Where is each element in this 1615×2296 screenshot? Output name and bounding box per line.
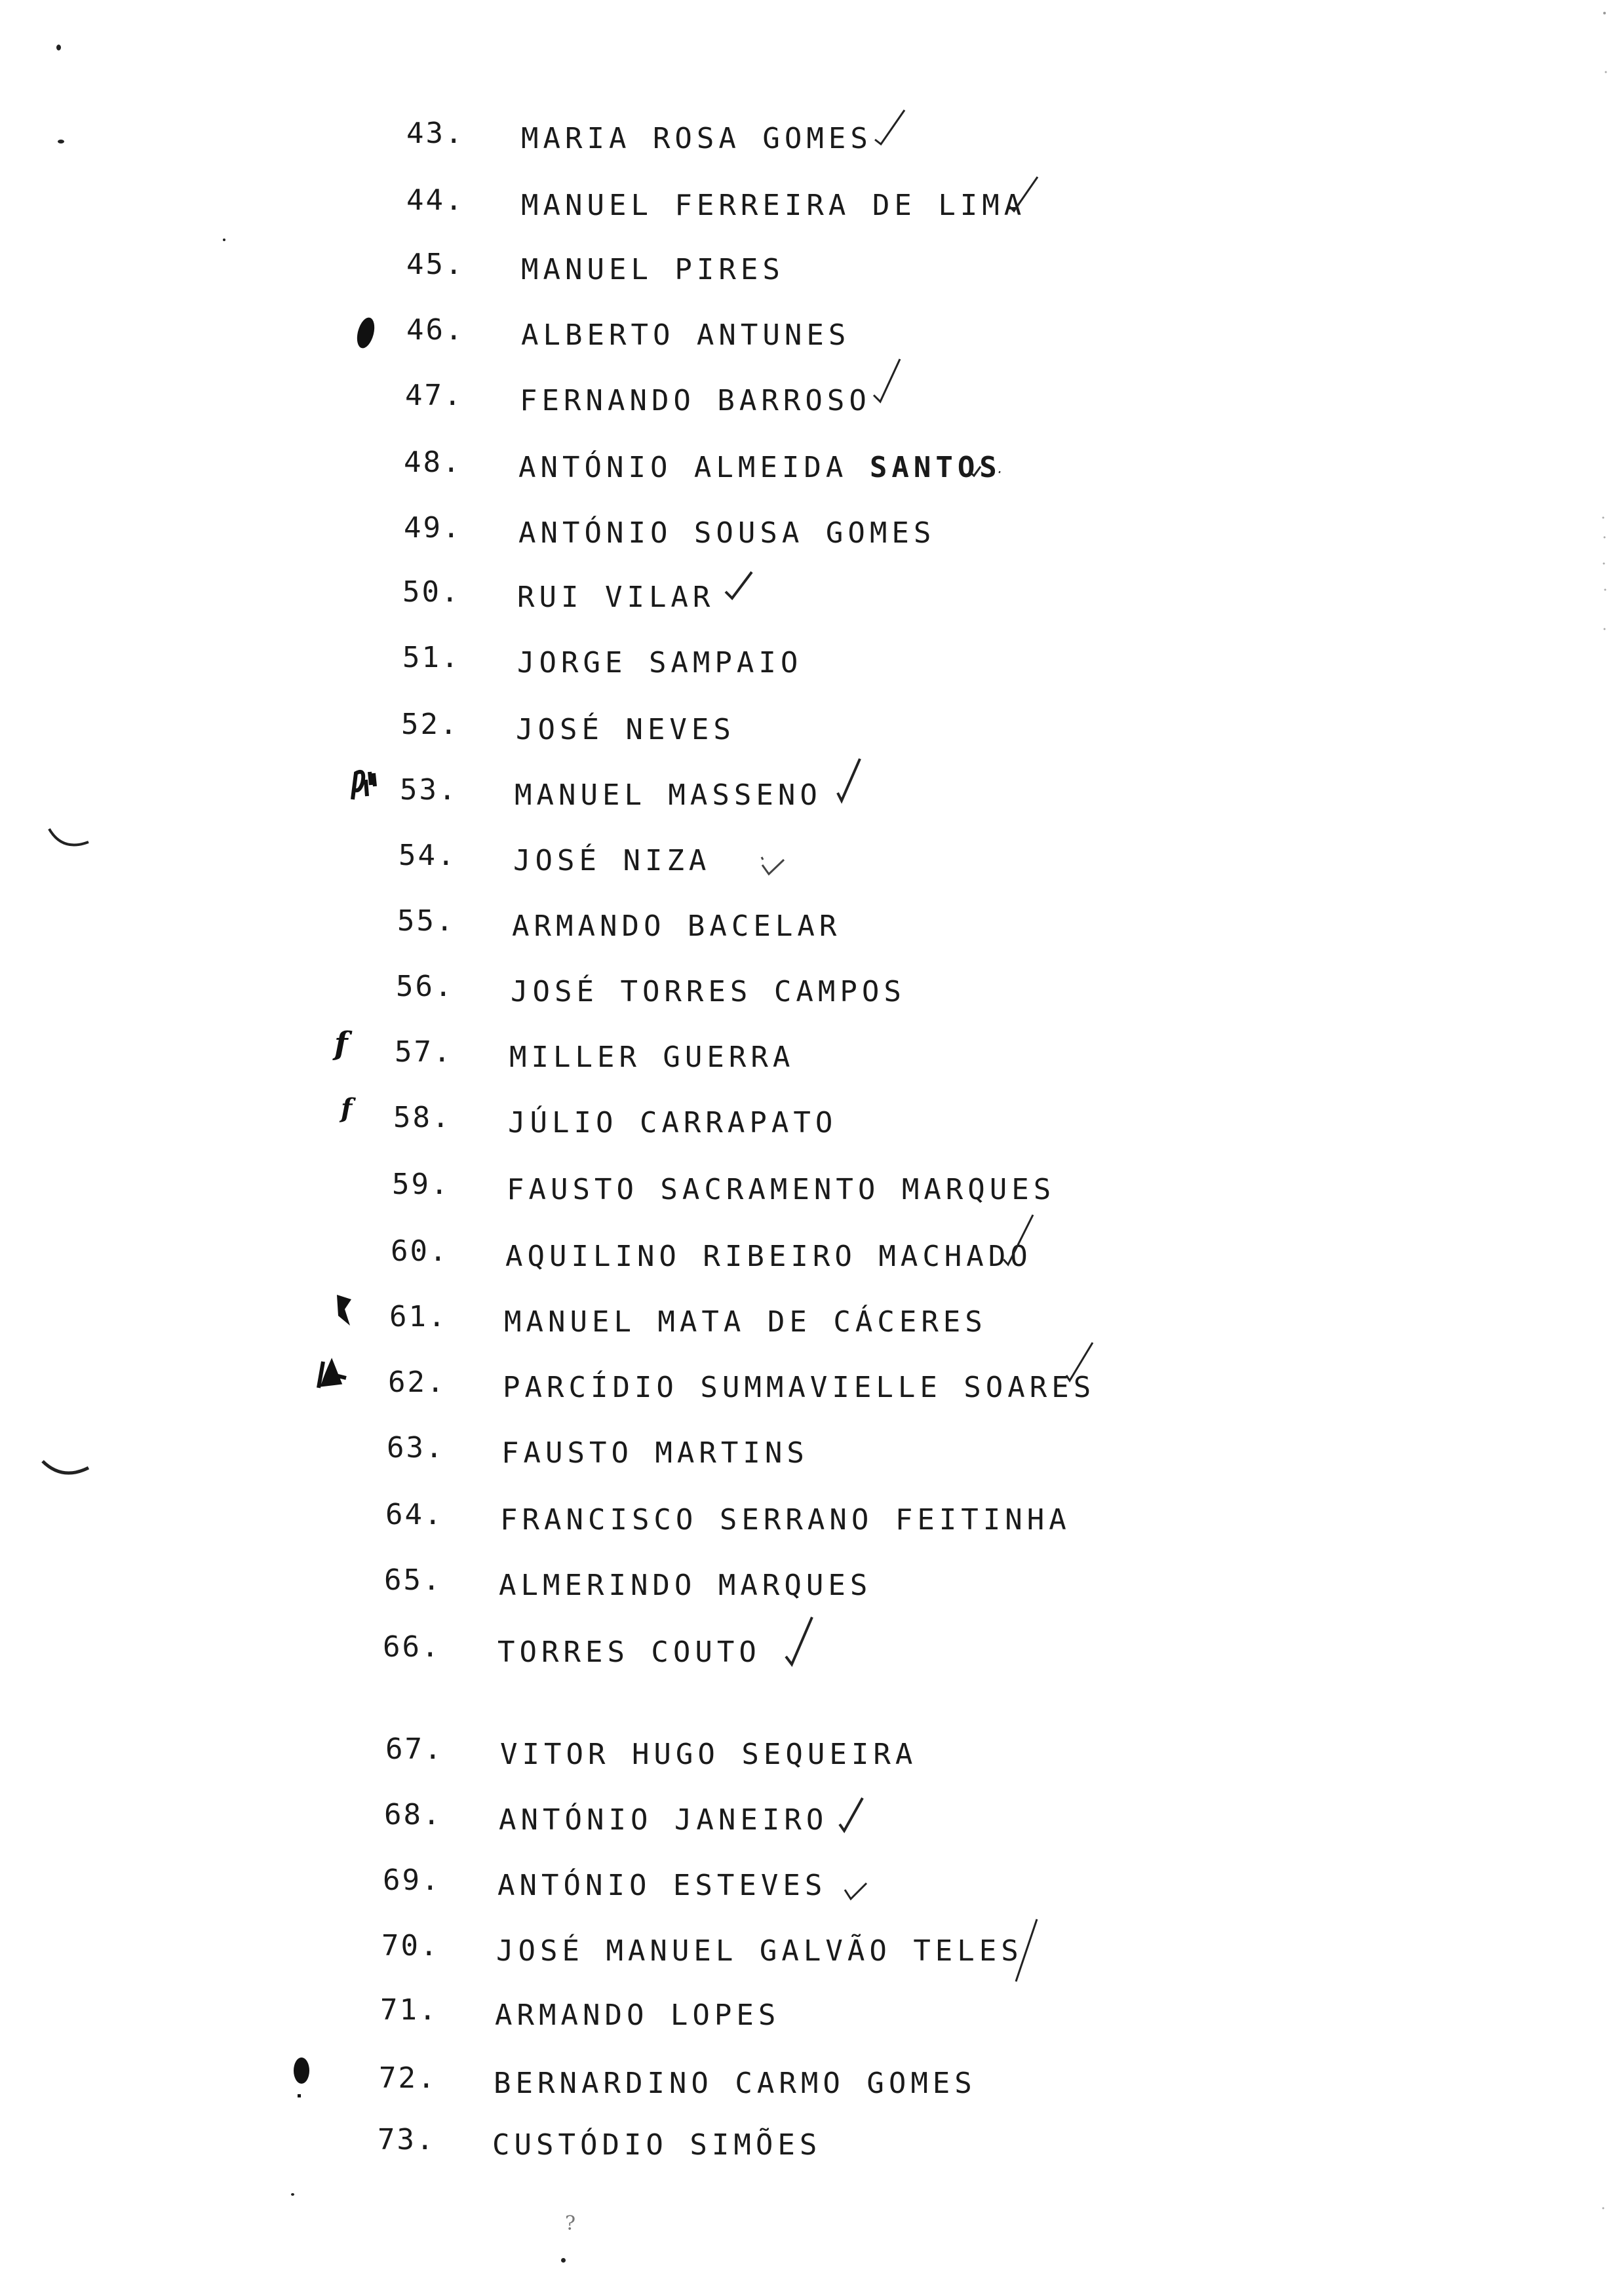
item-name: RUI VILAR <box>517 581 715 614</box>
checkmark-icon <box>870 356 910 415</box>
list-item <box>402 575 1255 621</box>
list-item <box>397 904 1249 950</box>
item-name: FERNANDO BARROSO <box>520 384 871 417</box>
margin-blot-72 <box>288 2056 315 2102</box>
list-item <box>388 1366 1240 1411</box>
item-number: 47. <box>405 379 463 412</box>
item-number: 55. <box>397 904 456 938</box>
slash-mark-icon <box>1011 1916 1043 1988</box>
item-name: JÚLIO CARRAPATO <box>508 1106 838 1139</box>
punch-hole-curve <box>39 1455 92 1487</box>
margin-note-58: f <box>341 1093 353 1124</box>
list-item <box>405 379 1257 425</box>
item-name: BERNARDINO CARMO GOMES <box>494 2067 977 2100</box>
list-item <box>395 1035 1247 1081</box>
item-number: 60. <box>391 1234 449 1268</box>
list-item <box>385 1732 1237 1778</box>
item-number: 43. <box>406 117 465 150</box>
edge-marks <box>1599 0 1612 2296</box>
item-name: FRANCISCO SERRANO FEITINHA <box>500 1503 1071 1537</box>
item-number: 50. <box>402 575 461 609</box>
item-name: MARIA ROSA GOMES <box>521 122 872 155</box>
item-name: ALMERINDO MARQUES <box>499 1569 872 1602</box>
list-item <box>379 2061 1231 2107</box>
list-item <box>378 2123 1230 2169</box>
scan-speck <box>223 239 225 241</box>
item-number: 58. <box>393 1101 452 1134</box>
item-name: JORGE SAMPAIO <box>517 646 803 679</box>
item-number: 72. <box>379 2061 437 2095</box>
item-name: TORRES COUTO <box>497 1636 761 1669</box>
item-number: 48. <box>404 446 462 479</box>
list-item <box>389 1300 1241 1346</box>
item-name: ANTÓNIO ALMEIDA SANTOS <box>518 451 1002 484</box>
item-name: MILLER GUERRA <box>509 1041 795 1074</box>
checkmark-icon <box>722 562 762 608</box>
list-item <box>387 1431 1239 1477</box>
item-number: 67. <box>385 1732 444 1766</box>
list-item <box>406 117 1258 163</box>
item-name: JOSÉ MANUEL GALVÃO TELES <box>496 1934 1023 1968</box>
item-name: ARMANDO LOPES <box>495 1999 781 2032</box>
list-item <box>401 708 1253 754</box>
scan-speck <box>56 45 61 50</box>
item-name: ANTÓNIO ESTEVES <box>497 1869 827 1902</box>
item-name: MANUEL MATA DE CÁCERES <box>504 1305 987 1339</box>
list-item <box>396 970 1248 1016</box>
checkmark-icon <box>966 459 1012 485</box>
list-item <box>406 183 1258 229</box>
list-item <box>404 511 1256 557</box>
item-name: AQUILINO RIBEIRO MACHADO <box>505 1240 1032 1273</box>
item-name: ANTÓNIO SOUSA GOMES <box>518 516 936 550</box>
item-name: MANUEL PIRES <box>521 253 785 286</box>
checkmark-icon <box>1063 1336 1102 1395</box>
checkmark-icon <box>842 1877 874 1909</box>
item-number: 59. <box>392 1168 450 1201</box>
item-number: 49. <box>404 511 462 545</box>
checkmark-icon <box>783 1611 822 1676</box>
item-number: 53. <box>400 773 458 807</box>
item-name: MANUEL MASSENO <box>515 778 822 812</box>
list-item <box>406 248 1258 294</box>
checkmark-icon <box>1000 1208 1040 1274</box>
footer-question-mark: ? <box>565 2212 576 2235</box>
item-number: 52. <box>401 708 459 741</box>
list-item <box>393 1101 1245 1147</box>
item-name: CUSTÓDIO SIMÕES <box>492 2128 822 2162</box>
checkmark-icon <box>759 852 792 885</box>
list-item <box>384 1563 1236 1609</box>
margin-blot-61 <box>332 1290 358 1329</box>
item-number: 62. <box>388 1366 446 1399</box>
list-item <box>404 446 1256 491</box>
item-number: 65. <box>384 1563 442 1597</box>
list-item <box>385 1498 1237 1544</box>
scan-speck <box>561 2258 566 2263</box>
scan-speck <box>291 2193 294 2196</box>
list-item <box>380 1993 1232 2039</box>
list-item <box>399 839 1251 885</box>
margin-note-57: f <box>334 1025 348 1062</box>
item-number: 51. <box>402 641 461 674</box>
item-number: 64. <box>385 1498 444 1531</box>
item-name: VITOR HUGO SEQUEIRA <box>500 1738 918 1771</box>
item-name: PARCÍDIO SUMMAVIELLE SOARES <box>503 1371 1096 1404</box>
item-name: ANTÓNIO JANEIRO <box>499 1803 828 1837</box>
checkmark-icon <box>1006 170 1045 223</box>
item-number: 45. <box>406 248 465 281</box>
item-name: FAUSTO SACRAMENTO MARQUES <box>507 1173 1056 1206</box>
item-number: 57. <box>395 1035 453 1069</box>
list-item <box>383 1864 1235 1909</box>
item-name: JOSÉ NEVES <box>516 713 735 746</box>
list-item <box>384 1798 1236 1844</box>
item-name: MANUEL FERREIRA DE LIMA <box>521 189 1026 222</box>
item-number: 56. <box>396 970 454 1003</box>
item-number: 71. <box>380 1993 438 2027</box>
item-number: 66. <box>383 1630 441 1664</box>
item-name: ARMANDO BACELAR <box>512 909 842 943</box>
item-number: 70. <box>381 1929 440 1962</box>
item-number: 46. <box>406 313 465 347</box>
list-item <box>383 1630 1235 1676</box>
checkmark-icon <box>872 104 911 156</box>
item-number: 44. <box>406 183 465 217</box>
checkmark-icon <box>832 754 872 813</box>
list-item <box>402 641 1255 687</box>
list-item <box>381 1929 1234 1975</box>
item-name: JOSÉ TORRES CAMPOS <box>511 975 906 1008</box>
checkmark-icon <box>836 1791 876 1844</box>
list-item <box>391 1234 1243 1280</box>
item-name: FAUSTO MARTINS <box>501 1436 809 1470</box>
margin-blot-46 <box>354 313 378 353</box>
item-number: 54. <box>399 839 457 872</box>
item-number: 69. <box>383 1864 441 1897</box>
item-number: 68. <box>384 1798 442 1831</box>
margin-blot-53 <box>346 767 379 806</box>
margin-blot-62 <box>313 1355 353 1394</box>
list-item <box>406 313 1258 359</box>
item-name: ALBERTO ANTUNES <box>521 318 851 352</box>
item-number: 73. <box>378 2123 436 2156</box>
list-item <box>392 1168 1244 1214</box>
item-name: JOSÉ NIZA <box>513 844 711 877</box>
item-number: 63. <box>387 1431 445 1464</box>
item-number: 61. <box>389 1300 448 1333</box>
list-item <box>400 773 1252 819</box>
punch-hole-curve <box>46 826 92 858</box>
scan-speck <box>58 140 64 144</box>
